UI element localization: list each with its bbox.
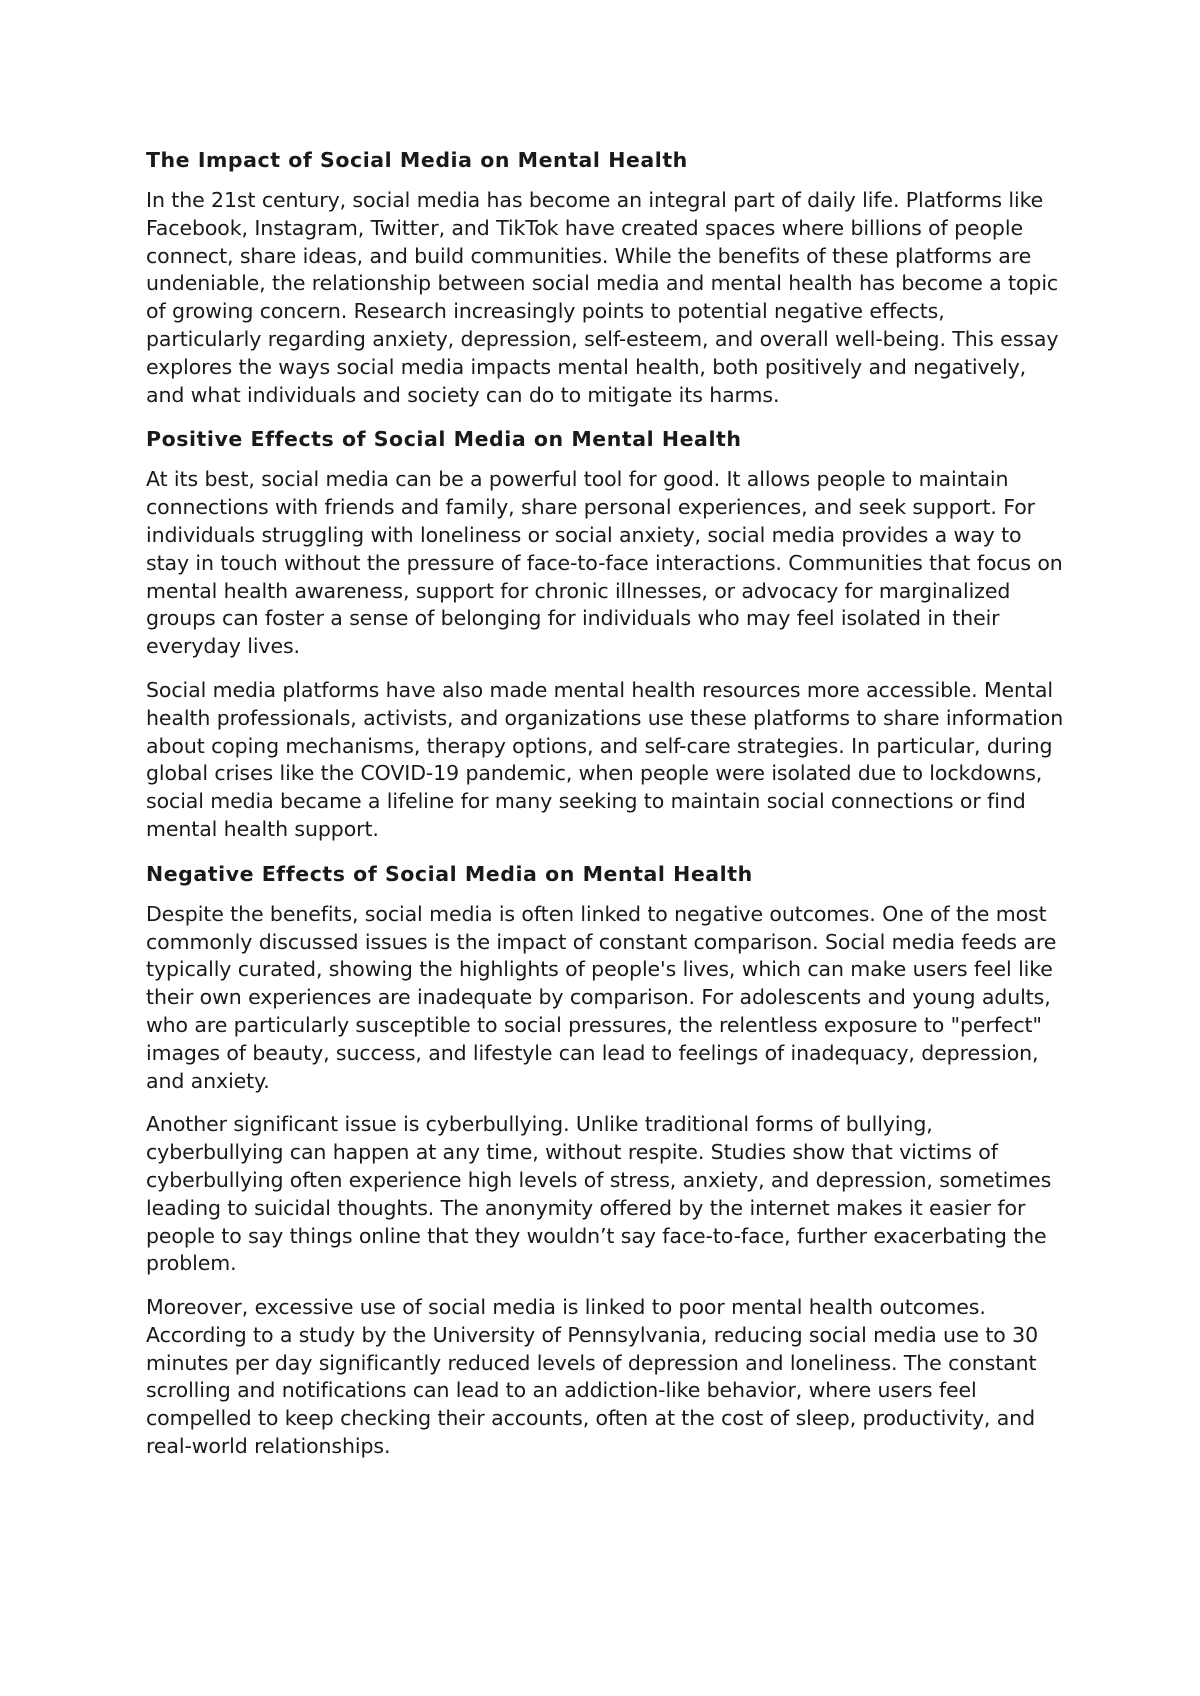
section-heading-positive: Positive Effects of Social Media on Mental Health bbox=[146, 427, 742, 452]
document-page bbox=[146, 146, 1066, 1477]
paragraph: Despite the benefits, social media is often linked to negative outcomes. One of the most commonly discussed issues is the impact of constant comparison. Social media feeds are typically curated, showing the highlights of people's lives, which can make users feel like their own experiences are inadequate by comparison. For adolescents and young adults, who are particularly susceptible to social pressures, the relentless exposure to "perfect" images of beauty, success, and lifestyle can lead to feelings of inadequacy, depression, and anxiety. bbox=[146, 901, 1057, 1093]
paragraph: Social media platforms have also made mental health resources more accessible. Mental health professionals, activists, and organizations use these platforms to share information about coping mechanisms, therapy options, and self-care strategies. In particular, during global crises like the COVID-19 pandemic, when people were isolated due to lockdowns, social media became a lifeline for many seeking to maintain social connections or find mental health support. bbox=[146, 677, 1064, 841]
paragraph: Moreover, excessive use of social media is linked to poor mental health outcomes. According to a study by the University of Pennsylvania, reducing social media use to 30 minutes per day significantly reduced levels of depression and loneliness. The constant scrolling and notifications can lead to an addiction-like behavior, where users feel compelled to keep checking their accounts, often at the cost of sleep, productivity, and real-world relationships. bbox=[146, 1295, 1039, 1459]
intro-paragraph: In the 21st century, social media has become an integral part of daily life. Platforms like Facebook, Instagram, Twitter, and TikTok have created spaces where billions of people connect, share ideas, and build communities. While the benefits of these platforms are undeniable, the relationship between social media and mental health has become a topic of growing concern. Research increasingly points to potential negative effects, particularly regarding anxiety, depression, self-esteem, and overall well-being. This essay explores the ways social media impacts mental health, both positively and negatively, and what individuals and society can do to mitigate its harms. bbox=[146, 188, 1059, 407]
document-title: The Impact of Social Media on Mental Health bbox=[146, 148, 688, 172]
section-heading-negative: Negative Effects of Social Media on Mental Health bbox=[146, 861, 753, 886]
paragraph: At its best, social media can be a powerful tool for good. It allows people to maintain connections with friends and family, share personal experiences, and seek support. For individuals struggling with loneliness or social anxiety, social media provides a way to stay in touch without the pressure of face-to-face interactions. Communities that focus on mental health awareness, support for chronic illnesses, or advocacy for marginalized groups can foster a sense of belonging for individuals who may feel isolated in their everyday lives. bbox=[146, 467, 1063, 659]
paragraph: Another significant issue is cyberbullying. Unlike traditional forms of bullying, cyberbullying can happen at any time, without respite. Studies show that victims of cyberbullying often experience high levels of stress, anxiety, and depression, sometimes leading to suicidal thoughts. The anonymity offered by the internet makes it easier for people to say things online that they wouldn’t say face-to-face, further exacerbating the problem. bbox=[146, 1112, 1052, 1276]
